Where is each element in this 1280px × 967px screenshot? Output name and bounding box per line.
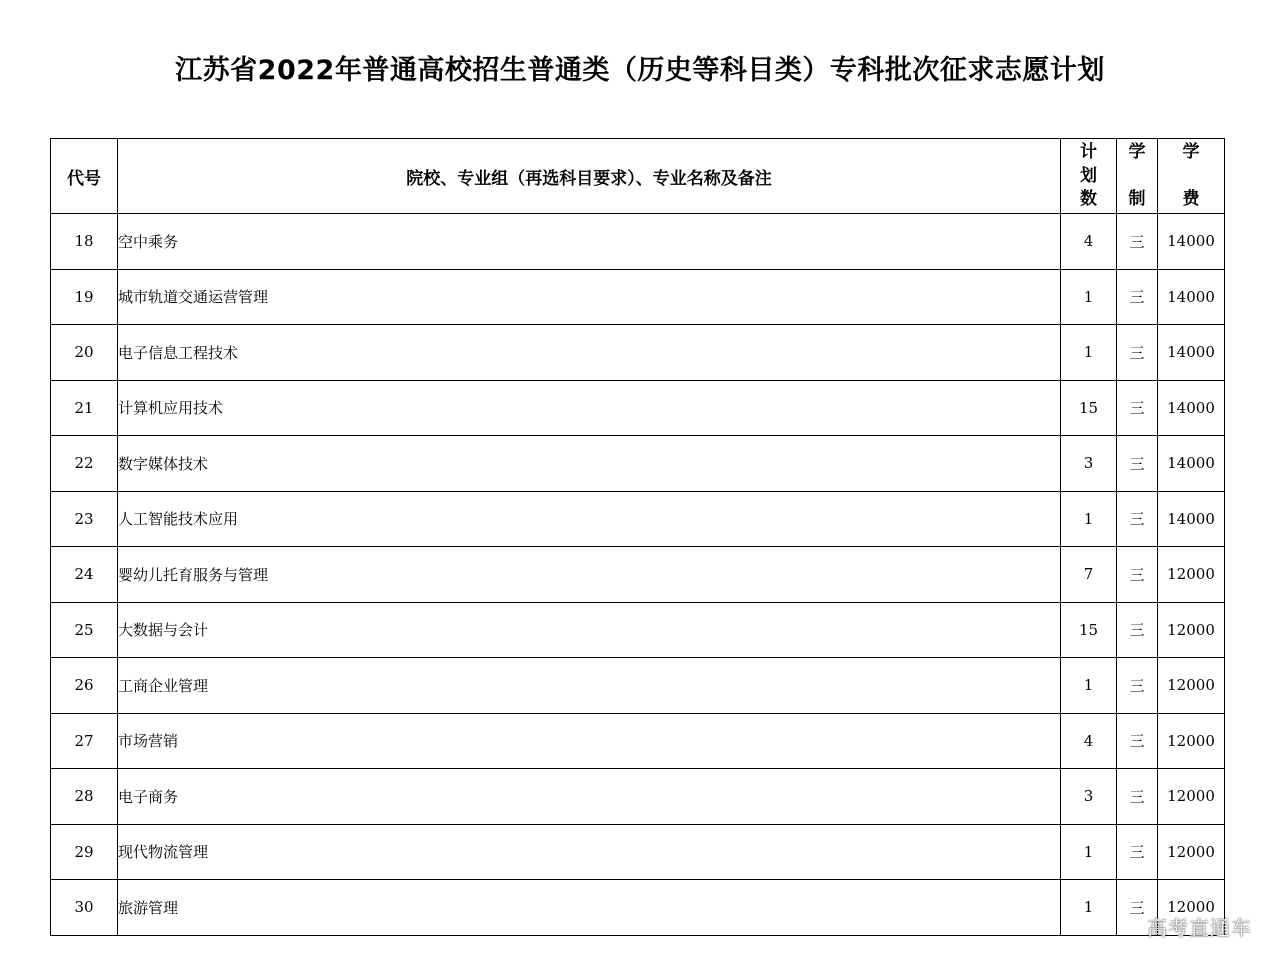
header-plan-char: 计 — [1080, 142, 1097, 162]
cell-plan-count: 4 — [1061, 214, 1117, 270]
table-row — [51, 380, 1225, 436]
cell-plan-count: 1 — [1061, 824, 1117, 880]
cell-fee: 14000 — [1158, 214, 1225, 270]
cell-major-name: 数字媒体技术 — [118, 436, 1061, 492]
cell-major-name: 婴幼儿托育服务与管理 — [118, 547, 1061, 603]
cell-code: 26 — [51, 658, 118, 714]
cell-fee: 12000 — [1158, 602, 1225, 658]
table-row — [51, 602, 1225, 658]
cell-plan-count: 1 — [1061, 491, 1117, 547]
cell-major-name: 市场营销 — [118, 713, 1061, 769]
cell-major-name: 工商企业管理 — [118, 658, 1061, 714]
cell-code: 27 — [51, 713, 118, 769]
header-duration — [1117, 139, 1158, 214]
header-fee-char: 学 — [1182, 142, 1200, 162]
cell-plan-count: 15 — [1061, 380, 1117, 436]
cell-duration: 三 — [1117, 325, 1158, 381]
cell-duration: 三 — [1117, 491, 1158, 547]
watermark-text: 高考直通车 — [1147, 916, 1252, 940]
page-title: 江苏省2022年普通高校招生普通类（历史等科目类）专科批次征求志愿计划 — [175, 55, 1105, 86]
cell-duration: 三 — [1117, 380, 1158, 436]
cell-duration: 三 — [1117, 269, 1158, 325]
header-duration-char: 学 — [1128, 142, 1146, 162]
table-row — [51, 880, 1225, 936]
header-plan-char: 数 — [1080, 189, 1097, 209]
cell-code: 29 — [51, 824, 118, 880]
cell-fee: 12000 — [1158, 824, 1225, 880]
cell-code: 20 — [51, 325, 118, 381]
cell-duration: 三 — [1117, 658, 1158, 714]
header-duration-char: 制 — [1128, 189, 1146, 209]
cell-fee: 12000 — [1158, 658, 1225, 714]
cell-major-name: 电子商务 — [118, 769, 1061, 825]
cell-code: 28 — [51, 769, 118, 825]
cell-code: 19 — [51, 269, 118, 325]
table-row — [51, 214, 1225, 270]
table-row — [51, 658, 1225, 714]
cell-plan-count: 1 — [1061, 880, 1117, 936]
table-row — [51, 713, 1225, 769]
cell-plan-count: 4 — [1061, 713, 1117, 769]
header-fee — [1158, 139, 1225, 214]
header-code: 代号 — [51, 139, 118, 214]
cell-fee: 12000 — [1158, 713, 1225, 769]
cell-plan-count: 3 — [1061, 769, 1117, 825]
cell-plan-count: 15 — [1061, 602, 1117, 658]
table-row — [51, 269, 1225, 325]
cell-duration: 三 — [1117, 713, 1158, 769]
table-row — [51, 436, 1225, 492]
cell-duration: 三 — [1117, 824, 1158, 880]
cell-major-name: 现代物流管理 — [118, 824, 1061, 880]
table-header-row — [51, 139, 1225, 214]
cell-code: 30 — [51, 880, 118, 936]
header-plan — [1061, 139, 1117, 214]
cell-code: 22 — [51, 436, 118, 492]
table-row — [51, 491, 1225, 547]
cell-code: 23 — [51, 491, 118, 547]
enrollment-plan-table — [50, 138, 1225, 936]
cell-plan-count: 3 — [1061, 436, 1117, 492]
cell-code: 21 — [51, 380, 118, 436]
cell-fee: 14000 — [1158, 436, 1225, 492]
cell-major-name: 空中乘务 — [118, 214, 1061, 270]
cell-code: 18 — [51, 214, 118, 270]
cell-fee: 14000 — [1158, 325, 1225, 381]
table-row — [51, 547, 1225, 603]
table-body — [51, 214, 1225, 936]
cell-fee: 14000 — [1158, 380, 1225, 436]
cell-major-name: 人工智能技术应用 — [118, 491, 1061, 547]
cell-major-name: 大数据与会计 — [118, 602, 1061, 658]
table-row — [51, 824, 1225, 880]
cell-duration: 三 — [1117, 214, 1158, 270]
cell-duration: 三 — [1117, 547, 1158, 603]
cell-duration: 三 — [1117, 602, 1158, 658]
cell-code: 24 — [51, 547, 118, 603]
cell-plan-count: 1 — [1061, 269, 1117, 325]
cell-fee: 14000 — [1158, 269, 1225, 325]
header-fee-char: 费 — [1182, 189, 1200, 209]
table-row — [51, 769, 1225, 825]
cell-plan-count: 1 — [1061, 658, 1117, 714]
cell-plan-count: 7 — [1061, 547, 1117, 603]
cell-duration: 三 — [1117, 880, 1158, 936]
cell-fee: 12000 — [1158, 880, 1225, 936]
cell-code: 25 — [51, 602, 118, 658]
cell-plan-count: 1 — [1061, 325, 1117, 381]
cell-major-name: 电子信息工程技术 — [118, 325, 1061, 381]
cell-major-name: 旅游管理 — [118, 880, 1061, 936]
cell-duration: 三 — [1117, 436, 1158, 492]
cell-fee: 12000 — [1158, 547, 1225, 603]
cell-fee: 12000 — [1158, 769, 1225, 825]
cell-major-name: 城市轨道交通运营管理 — [118, 269, 1061, 325]
header-name: 院校、专业组（再选科目要求）、专业名称及备注 — [118, 139, 1061, 214]
cell-fee: 14000 — [1158, 491, 1225, 547]
header-plan-char: 划 — [1080, 165, 1097, 186]
cell-major-name: 计算机应用技术 — [118, 380, 1061, 436]
table-row — [51, 325, 1225, 381]
cell-duration: 三 — [1117, 769, 1158, 825]
